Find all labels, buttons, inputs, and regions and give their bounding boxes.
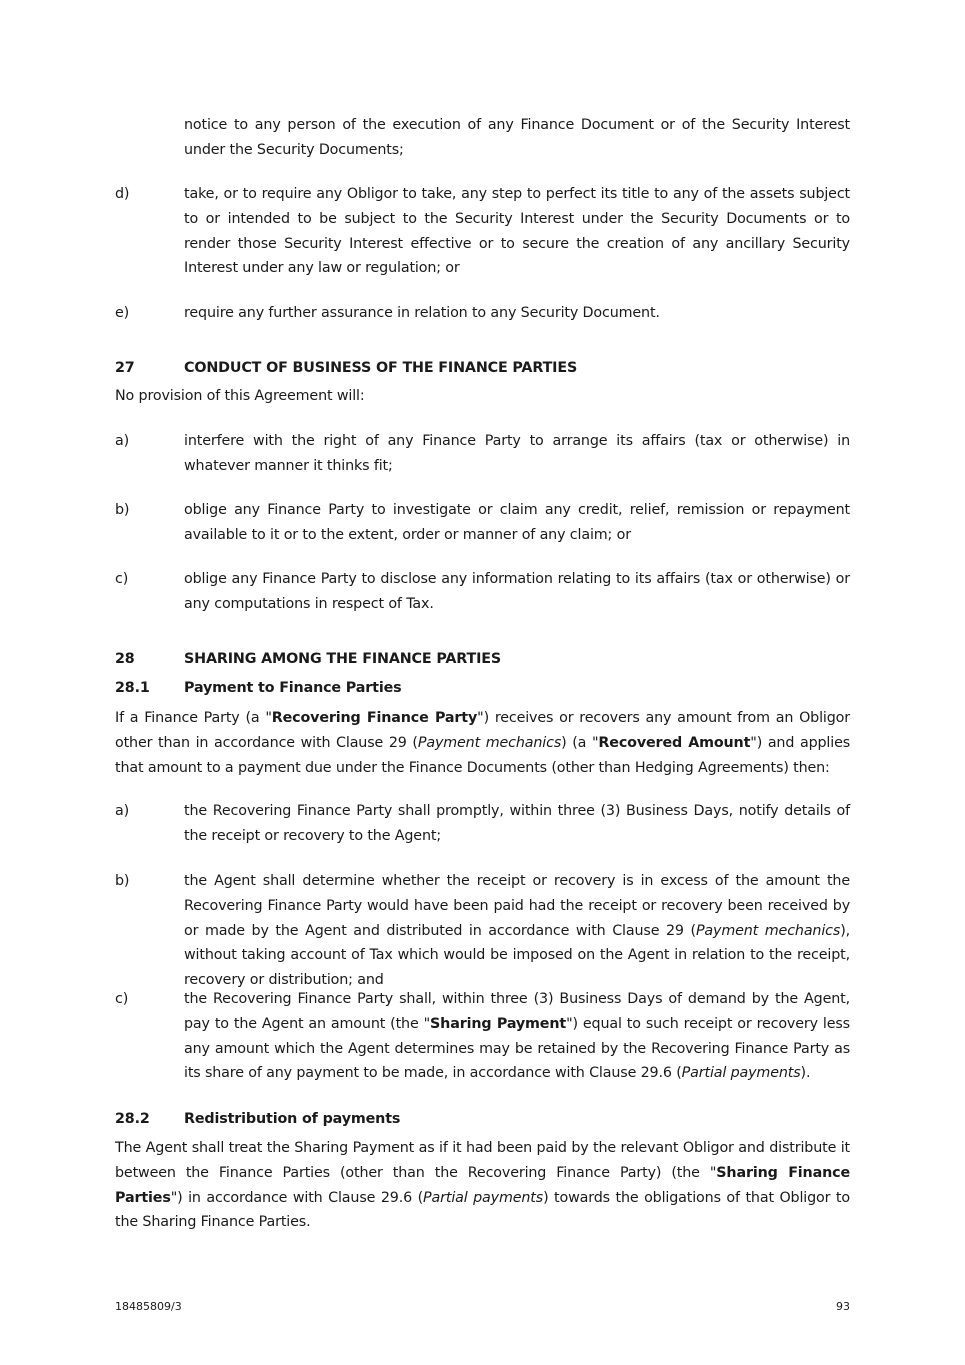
defined-term: Sharing Finance Parties bbox=[115, 1164, 850, 1206]
list-item-label: b) bbox=[115, 873, 130, 889]
list-item-label: e) bbox=[115, 305, 130, 321]
footer-page-number: 93 bbox=[836, 1300, 850, 1313]
cross-reference: Payment mechanics bbox=[417, 734, 562, 751]
list-item-text: take, or to require any Obligor to take, any step to perfect its title to any of the assets subject to or intended to be subject to the Security Interest under the Security Documents or to render those Security Interest effective or to secure the creation of any ancillary Security Interest under any law or regulation; or bbox=[184, 186, 850, 277]
list-item-text: the Recovering Finance Party shall, within three (3) Business Days of demand by the Agent, pay to the Agent an amount (the "Sharing Payment") equal to such receipt or recovery less any amount which the Agent determines may be retained by the Recovering Finance Party as its share of any payment to be made, in accordance with Clause 29.6 (Partial payments). bbox=[184, 991, 850, 1082]
list-item-label: a) bbox=[115, 803, 130, 819]
list-item-text: interfere with the right of any Finance Party to arrange its affairs (tax or otherwise) in whatever manner it thinks fit; bbox=[184, 433, 850, 474]
list-item-label: a) bbox=[115, 433, 130, 449]
list-item-text: require any further assurance in relation to any Security Document. bbox=[184, 305, 660, 321]
clause-number: 27 bbox=[115, 360, 135, 376]
cross-reference: Partial payments bbox=[681, 1065, 801, 1082]
subclause-number: 28.2 bbox=[115, 1111, 150, 1127]
list-item-text: the Recovering Finance Party shall promptly, within three (3) Business Days, notify details of the receipt or recovery to the Agent; bbox=[184, 803, 850, 844]
defined-term: Sharing Payment bbox=[430, 1015, 567, 1032]
subclause-28-1-intro: If a Finance Party (a "Recovering Finance Party") receives or recovers any amount from an Obligor other than in accordance with Clause 29 (Payment mechanics) (a "Recovered Amount") and applies that amount to a payment due under the Finance Documents (other than Hedging Agreements) then: bbox=[115, 710, 851, 776]
list-item-text: oblige any Finance Party to disclose any information relating to its affairs (tax or otherwise) or any computations in respect of Tax. bbox=[184, 571, 850, 612]
defined-term: Recovering Finance Party bbox=[271, 710, 478, 726]
subclause-28-2-text: The Agent shall treat the Sharing Payment as if it had been paid by the relevant Obligor and distribute it between the Finance Parties (other than the Recovering Finance Party) (the "Sharing Finance Parties") in accordance with Clause 29.6 (Partial payments) towards the obligations of that Obligor to the Sharing Finance Parties. bbox=[115, 1140, 850, 1231]
footer-document-reference: 18485809/3 bbox=[115, 1300, 182, 1313]
clause-number: 28 bbox=[115, 651, 135, 667]
list-item-label: c) bbox=[115, 991, 129, 1007]
list-item-label: c) bbox=[115, 571, 129, 587]
subclause-title: Redistribution of payments bbox=[184, 1111, 401, 1127]
list-item-text: the Agent shall determine whether the receipt or recovery is in excess of the amount the Recovering Finance Party would have been paid had the receipt or recovery been received by or made by the Agent and distributed in accordance with Clause 29 (Payment mechanics), without taking account of Tax which would be imposed on the Agent in relation to the receipt, recovery or distribution; and bbox=[184, 873, 851, 989]
list-item-label: b) bbox=[115, 502, 130, 518]
cross-reference: Payment mechanics bbox=[695, 922, 841, 939]
subclause-title: Payment to Finance Parties bbox=[184, 680, 402, 696]
clause-27-intro: No provision of this Agreement will: bbox=[115, 388, 365, 404]
defined-term: Recovered Amount bbox=[598, 734, 751, 751]
list-item-text: oblige any Finance Party to investigate or claim any credit, relief, remission or repayment available to it or to the extent, order or manner of any claim; or bbox=[184, 502, 850, 543]
clause-title: CONDUCT OF BUSINESS OF THE FINANCE PARTIES bbox=[184, 360, 578, 376]
cross-reference: Partial payments bbox=[423, 1189, 544, 1206]
list-item-label: d) bbox=[115, 186, 130, 202]
subclause-number: 28.1 bbox=[115, 680, 150, 696]
clause-title: SHARING AMONG THE FINANCE PARTIES bbox=[184, 651, 502, 667]
list-item-text: notice to any person of the execution of any Finance Document or of the Security Interest under the Security Documents; bbox=[184, 117, 850, 158]
